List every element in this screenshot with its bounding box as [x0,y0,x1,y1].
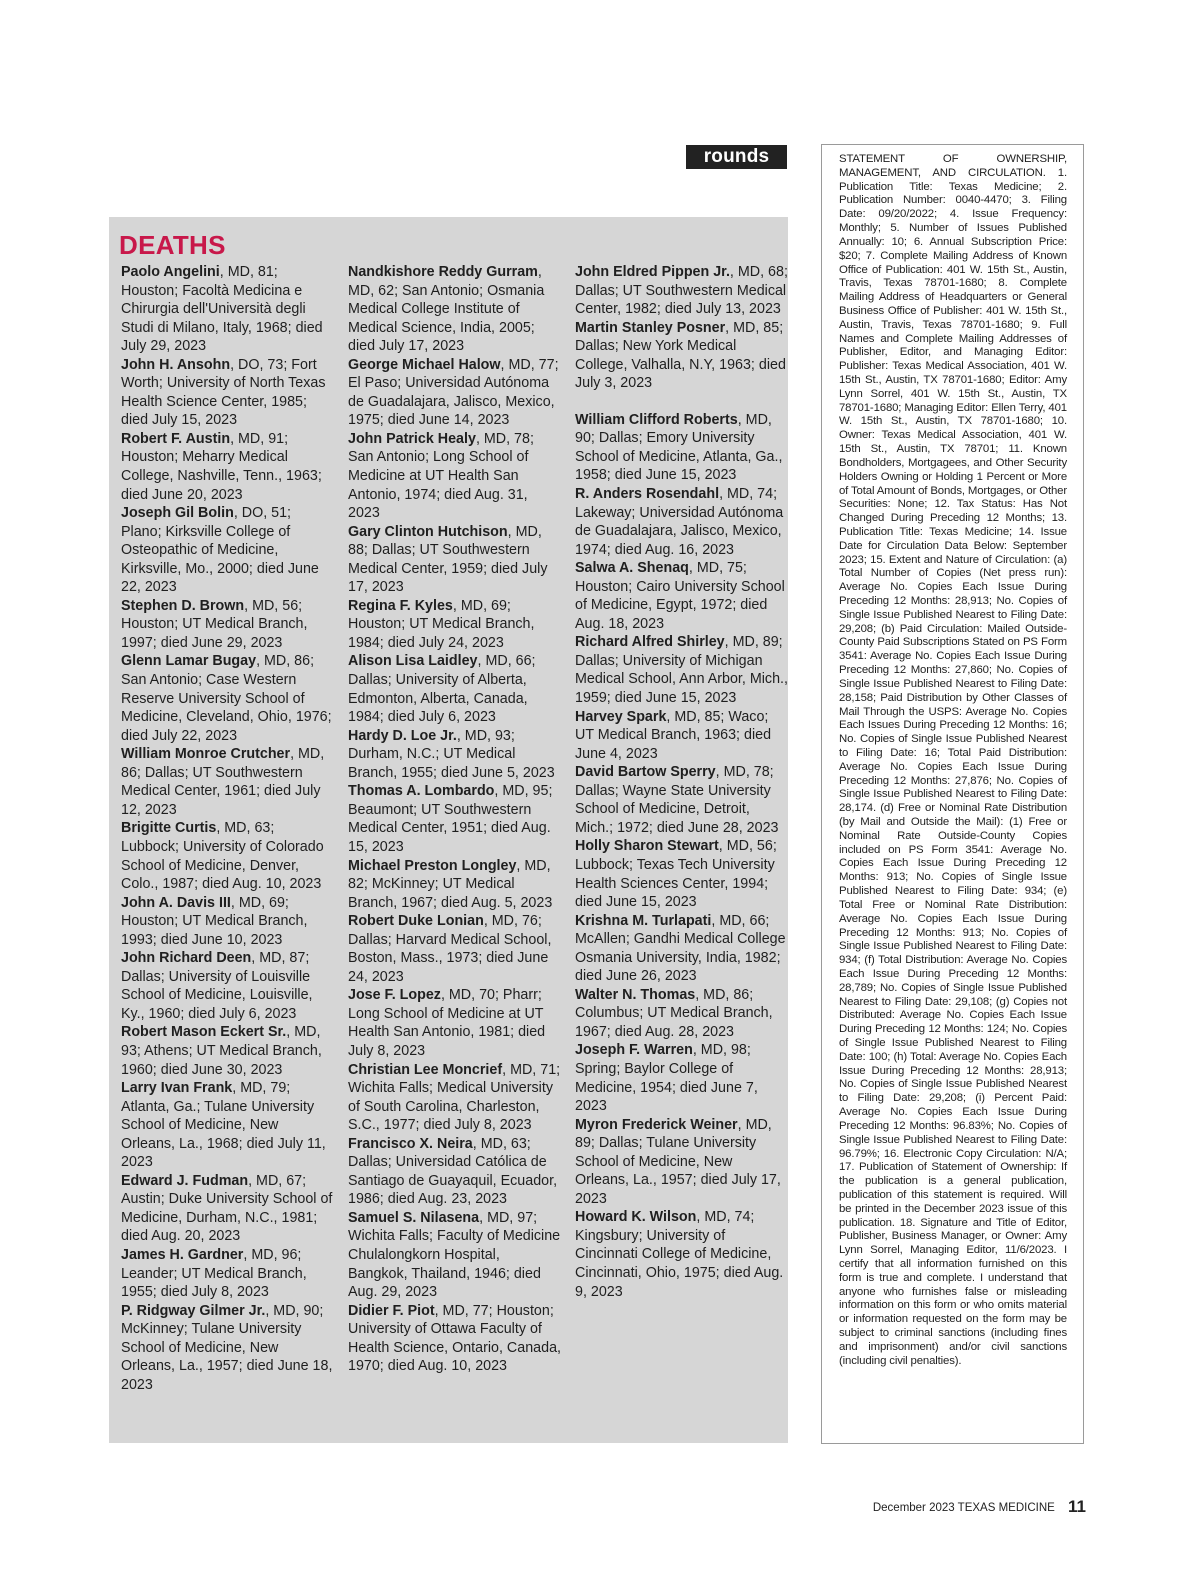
obituary-details: , MD, 76; Dallas; Harvard Medical School, Boston, Mass., 1973; died June 24, 2023 [348,913,552,985]
obituary-entry [575,986,789,1042]
obituary-entry [348,986,562,1060]
obituary-name: Stephen D. Brown [121,597,245,614]
obituary-name: Salwa A. Shenaq [575,560,689,577]
obituary-name: Michael Preston Longley [348,857,517,874]
footer-issue: December 2023 [872,1502,955,1514]
obituary-name: Joseph Gil Bolin [121,505,234,522]
obituary-entry [121,263,335,356]
obituary-entry [575,319,789,393]
footer-magazine: TEXAS MEDICINE [957,1502,1055,1514]
obituary-name: Robert Mason Eckert Sr. [121,1024,287,1041]
obituary-entry [121,430,335,504]
obituary-name: John Richard Deen [121,950,252,967]
obituary-details: , MD, 70; Pharr; Long School of Medicine at UT Health San Antonio, 1981; died July 8, 2023 [348,987,546,1059]
obituary-entry [121,894,335,950]
obituary-entry [348,782,562,856]
obituary-details: , MD, 66; McAllen; Gandhi Medical College Osmania University, India, 1982; died June 26, 2023 [575,912,786,985]
obituary-entry [348,727,562,783]
obituary-details: , MD, 81; Houston; Facoltà Medicina e Chirurgia dell'Università degli Studi di Milano, Italy, 1968; died July 29, 2023 [121,264,323,355]
obituary-name: John H. Ansohn [121,356,231,373]
obituary-entry [121,1302,335,1395]
obituary-entry [575,1041,789,1115]
obituary-details: , MD, 68; Dallas; UT Southwestern Medical Center, 1982; died July 13, 2023 [575,264,788,318]
obituary-name: Jose F. Lopez [348,987,441,1004]
obituary-name: Thomas A. Lombardo [348,783,495,800]
obituary-name: Paolo Angelini [121,264,220,280]
obituary-entry [575,763,789,837]
obituary-name: Robert F. Austin [121,430,231,447]
obituary-name: George Michael Halow [348,356,501,373]
obituary-entry [575,912,789,986]
obituary-entry [121,745,335,819]
obituary-entry [121,1023,335,1079]
obituary-details: , MD, 77; Houston; University of Ottawa Faculty of Health Science, Ontario, Canada, 1970; died Aug. 10, 2023 [348,1302,561,1375]
obituary-details: , MD, 96; Leander; UT Medical Branch, 1955; died July 8, 2023 [121,1246,307,1301]
obituary-details: , MD, 90; Dallas; Emory University School of Medicine, Atlanta, Ga., 1958; died June 15, 2023 [575,411,783,484]
obituary-details: , MD, 93; Athens; UT Medical Branch, 1960; died June 30, 2023 [121,1024,322,1078]
obituary-entry [348,263,562,356]
obituary-details: , MD, 56; Houston; UT Medical Branch, 1997; died June 29, 2023 [121,597,308,651]
obituary-entry [575,837,789,911]
obituary-name: Francisco X. Neira [348,1135,473,1152]
obituary-details: , MD, 93; Durham, N.C.; UT Medical Branch, 1955; died June 5, 2023 [348,727,555,781]
obituary-entry [348,356,562,430]
obituary-name: Harvey Spark [575,708,667,725]
obituary-details: , DO, 73; Fort Worth; University of North Texas Health Science Center, 1985; died July 15, 2023 [121,356,326,429]
obituary-entry [121,1172,335,1246]
obituary-details: , MD, 78; Dallas; Wayne State University School of Medicine, Detroit, Mich.; 1972; died June 28, 2023 [575,764,779,836]
obituary-entry [121,652,335,745]
obituary-name: Larry Ivan Frank [121,1080,233,1097]
obituary-name: Gary Clinton Hutchison [348,523,508,540]
obituary-details: , MD, 74; Lakeway; Universidad Autónoma de Guadalajara, Jalisco, Mexico, 1974; died Aug. 16, 2023 [575,486,784,558]
obituary-details: , MD, 89; Dallas; University of Michigan Medical School, Ann Arbor, Mich., 1959; died June 15, 2023 [575,634,788,707]
ownership-statement: STATEMENT OF OWNERSHIP, MANAGEMENT, AND CIRCULATION. 1. Publication Title: Texas Medicine; 2. Publication Number: 0040-4470; 3. Filing Date: 09/20/2022; 4. Issue Frequency: Monthly; 5. Number of Issues Published Annually: 10; 6. Annual Subscription Price: $20; 7. Complete Mailing Address of Known Office of Publication: 401 W. 15th St., Austin, Travis, Texas 78701-1680; 8. Complete Mailing Address of Headquarters or General Business Office of Publisher: 401 W. 15th St., Austin, Travis, Texas 78701-1680; 9. Full Names and Complete Mailing Addresses of Publisher, Editor, and Managing Editor: Publisher: Texas Medical Association, 401 W. 15th St., Austin, TX 78701-1680; Editor: Amy Lynn Sorrel, 401 W. 15th St., Austin, TX 78701-1680; Managing Editor: Ellen Terry, 401 W. 15th St., Austin, TX 78701-1680; 10. Owner: Texas Medical Association, 401 W. 15th St., Austin, TX 78701; 11. Known Bondholders, Mortgagees, and Other Security Holders Owning or Holding 1 Percent or More of Total Amount of Bonds, Mortgages, or Other Securities: None; 12. Tax Status: Has Not Changed During Preceding 12 Months; 13. Publication Title: Texas Medicine; 14. Issue Date for Circulation Data Below: September 2023; 15. Extent and Nature of Circulation: (a) Total Number of Copies (Net press run): Average No. Copies Each Issue During Preceding 12 Months: 28,913; No. Copies of Single Issue Published Nearest to Filing Date: 29,208; (b) Paid Circulation: Mailed Outside-County Paid Subscriptions Stated on PS Form 3541: Average No. Copies Each Issue During Preceding 12 Months: 27,860; No. Copies of Single Issue Published Nearest to Filing Date: 28,158; Paid Distribution by Other Classes of Mail Through the USPS: Average No. Copies Each Issues During Preceding 12 Months: 16; No. Copies of Single Issue Published Nearest to Filing Date: 16; Total Paid Distribution: Average No. Copies Each Issue During Preceding 12 Months: 27,876; No. Copies of Single Issue Published Nearest to Filing Date: 28,174. (d) Free or Nominal Rate Distribution (by Mail and Outside the Mail): (1) Free or Nominal Rate Outside-County Copies included on PS Form 3541: Average No. Copies Each Issue During Preceding 12 Months: 913; No. Copies of Single Issue Published Nearest to Filing Date: 934; (e) Total Free or Nominal Rate Distribution: Average No. Copies Each Issue During Preceding 12 Months: 913; No. Copies of Single Issue Published Nearest to Filing Date: 934; (f) Total Distribution: Average No. Copies Each Issue During Preceding 12 Months: 28,789; No. Copies of Single Issue Published Nearest to Filing Date: 29,108; (g) Copies not Distributed: Average No. Copies Each Issue During Preceding 12 Months: 124; No. Copies of Single Issue Published Nearest to Filing Date: 100; (h) Total: Average No. Copies Each Issue During Preceding 12 Months: 28,913; No. Copies of Single Issue Published Nearest to Filing Date: 29,208; (i) Percent Paid: Average No. Copies Each Issue During Preceding 12 Months: 96.83%; No. Copies of Single Issue Published Nearest to Filing Date: 96.79%; 16. Electronic Copy Circulation: N/A; 17. Publication of Statement of Ownership: If the publication is a general publication, publication of this statement is required. Will be printed in the December 2023 issue of this publication. 18. Signature and Title of Editor, Publisher, Business Manager, or Owner: Amy Lynn Sorrel, Managing Editor, 11/6/2023. I certify that all information furnished on this form is true and complete. I understand that anyone who furnishes false or misleading information on this form or who omits material or information requested on the form may be subject to criminal sanctions (including fines and imprisonment) and/or civil sanctions (including civil penalties). [821,144,1084,1444]
obituary-details: , MD, 86; Dallas; UT Southwestern Medical Center, 1961; died July 12, 2023 [121,746,325,818]
obituary-details: , MD, 67; Austin; Duke University School of Medicine, Durham, N.C., 1981; died Aug. 20, 2023 [121,1172,333,1245]
section-tag: rounds [686,145,787,169]
obituary-name: Myron Frederick Weiner [575,1116,738,1133]
obituary-details: , MD, 82; McKinney; UT Medical Branch, 1967; died Aug. 5, 2023 [348,857,553,911]
obituary-name: William Monroe Crutcher [121,746,291,763]
obituary-details: , MD, 77; El Paso; Universidad Autónoma de Guadalajara, Jalisco, Mexico, 1975; died June 14, 2023 [348,356,559,429]
obituary-details: , MD, 63; Dallas; Universidad Católica de Santiago de Guayaquil, Ecuador, 1986; died Aug. 23, 2023 [348,1135,558,1208]
deaths-panel [109,217,788,1443]
obituary-entry [348,1302,562,1376]
obituary-details: , MD, 85; Waco; UT Medical Branch, 1963; died June 4, 2023 [575,708,772,762]
obituary-entry [575,708,789,764]
obituary-name: Howard K. Wilson [575,1209,697,1226]
obituary-name: R. Anders Rosendahl [575,486,720,503]
obituary-details: , MD, 97; Wichita Falls; Faculty of Medicine Chulalongkorn Hospital, Bangkok, Thailand, 1946; died Aug. 29, 2023 [348,1209,561,1301]
obituary-name: Alison Lisa Laidley [348,653,478,670]
obituary-details: , MD, 89; Dallas; Tulane University School of Medicine, New Orleans, La., 1957; died July 17, 2023 [575,1116,781,1207]
obituary-entry [348,857,562,913]
obituary-entry [348,523,562,597]
obituary-entry [575,411,789,485]
obituary-name: Hardy D. Loe Jr. [348,727,457,744]
obituary-name: Nandkishore Reddy Gurram [348,264,538,280]
obituary-entry [121,356,335,430]
obituary-details: , MD, 71; Wichita Falls; Medical University of South Carolina, Charleston, S.C., 1977; died July 8, 2023 [348,1061,561,1134]
obituary-entry [348,430,562,523]
obituary-name: Brigitte Curtis [121,820,217,837]
obituary-entry [575,1208,789,1301]
obituary-entry [121,819,335,893]
page-number: 11 [1068,1497,1086,1516]
obituary-name: Samuel S. Nilasena [348,1209,480,1226]
obituary-details: , MD, 79; Atlanta, Ga.; Tulane University School of Medicine, New Orleans, La., 1968; died July 11, 2023 [121,1080,326,1171]
obituary-entry [121,1079,335,1172]
obituary-name: Richard Alfred Shirley [575,634,725,651]
obituary-name: David Bartow Sperry [575,764,716,781]
obituary-name: Robert Duke Lonian [348,913,484,930]
obituary-details: , MD, 88; Dallas; UT Southwestern Medical Center, 1959; died July 17, 2023 [348,523,548,596]
obituary-details: , MD, 87; Dallas; University of Louisville School of Medicine, Louisville, Ky., 1960; died July 6, 2023 [121,950,313,1022]
obituary-details: , MD, 75; Houston; Cairo University School of Medicine, Egypt, 1972; died Aug. 18, 2023 [575,560,785,632]
obituary-entry [575,485,789,559]
obituary-name: James H. Gardner [121,1246,244,1263]
obituary-entry [121,1246,335,1302]
obituary-details: , MD, 85; Dallas; New York Medical College, Valhalla, N.Y, 1963; died July 3, 2023 [575,319,786,392]
obituary-details: , MD, 86; San Antonio; Case Western Reserve University School of Medicine, Cleveland, Ohio, 1976; died July 22, 2023 [121,653,332,744]
obituary-name: Didier F. Piot [348,1302,435,1319]
deaths-column-2 [348,263,562,1376]
obituary-name: Christian Lee Moncrief [348,1061,503,1078]
obituary-entry [575,633,789,707]
obituary-details: , MD, 63; Lubbock; University of Colorado School of Medicine, Denver, Colo., 1987; died Aug. 10, 2023 [121,820,324,893]
obituary-entry [348,652,562,726]
obituary-details: , MD, 56; Lubbock; Texas Tech University Health Sciences Center, 1994; died June 15, 2023 [575,838,777,911]
obituary-name: John Eldred Pippen Jr. [575,264,730,280]
obituary-details: , MD, 91; Houston; Meharry Medical College, Nashville, Tenn., 1963; died June 20, 2023 [121,430,322,503]
obituary-entry [348,1135,562,1209]
obituary-name: Joseph F. Warren [575,1042,693,1059]
obituary-name: P. Ridgway Gilmer Jr. [121,1302,266,1319]
obituary-details: , MD, 69; Houston; UT Medical Branch, 1993; died June 10, 2023 [121,894,308,948]
obituary-details: , MD, 86; Columbus; UT Medical Branch, 1967; died Aug. 28, 2023 [575,986,773,1040]
obituary-name: Martin Stanley Posner [575,319,726,336]
obituary-details: , MD, 62; San Antonio; Osmania Medical College Institute of Medical Science, India, 2005; died July 17, 2023 [348,264,545,355]
obituary-entry [348,912,562,986]
obituary-entry [121,597,335,653]
deaths-column-1 [121,263,335,1394]
obituary-entry [348,597,562,653]
deaths-column-3 [575,263,789,1301]
obituary-entry [348,1209,562,1302]
page-footer [760,1495,1086,1519]
obituary-details: , DO, 51; Plano; Kirksville College of Osteopathic of Medicine, Kirksville, Mo., 2000; died June 22, 2023 [121,505,319,596]
obituary-name: Holly Sharon Stewart [575,838,719,855]
obituary-name: John Patrick Healy [348,430,476,447]
obituary-details: , MD, 74; Kingsbury; University of Cincinnati College of Medicine, Cincinnati, Ohio, 1975; died Aug. 9, 2023 [575,1209,784,1300]
obituary-details: , MD, 90; McKinney; Tulane University School of Medicine, New Orleans, La., 1957; died June 18, 2023 [121,1302,333,1393]
obituary-details: , MD, 69; Houston; UT Medical Branch, 1984; died July 24, 2023 [348,597,535,651]
obituary-details: , MD, 95; Beaumont; UT Southwestern Medical Center, 1951; died Aug. 15, 2023 [348,783,553,855]
obituary-entry [348,1061,562,1135]
obituary-name: Krishna M. Turlapati [575,912,712,929]
obituary-name: Regina F. Kyles [348,597,453,614]
obituary-entry [575,559,789,633]
obituary-name: Walter N. Thomas [575,986,696,1003]
obituary-name: John A. Davis III [121,894,231,911]
obituary-name: Glenn Lamar Bugay [121,653,257,670]
obituary-details: , MD, 98; Spring; Baylor College of Medicine, 1954; died June 7, 2023 [575,1042,758,1115]
obituary-entry [121,949,335,1023]
obituary-details: , MD, 66; Dallas; University of Alberta, Edmonton, Alberta, Canada, 1984; died July 6, 2023 [348,653,536,726]
obituary-name: William Clifford Roberts [575,411,738,428]
obituary-entry [121,504,335,597]
obituary-name: Edward J. Fudman [121,1172,249,1189]
deaths-heading: DEATHS [119,230,226,260]
obituary-entry [575,1116,789,1209]
obituary-details: , MD, 78; San Antonio; Long School of Medicine at UT Health San Antonio, 1974; died Aug. 31, 2023 [348,430,534,522]
obituary-entry [575,263,789,319]
